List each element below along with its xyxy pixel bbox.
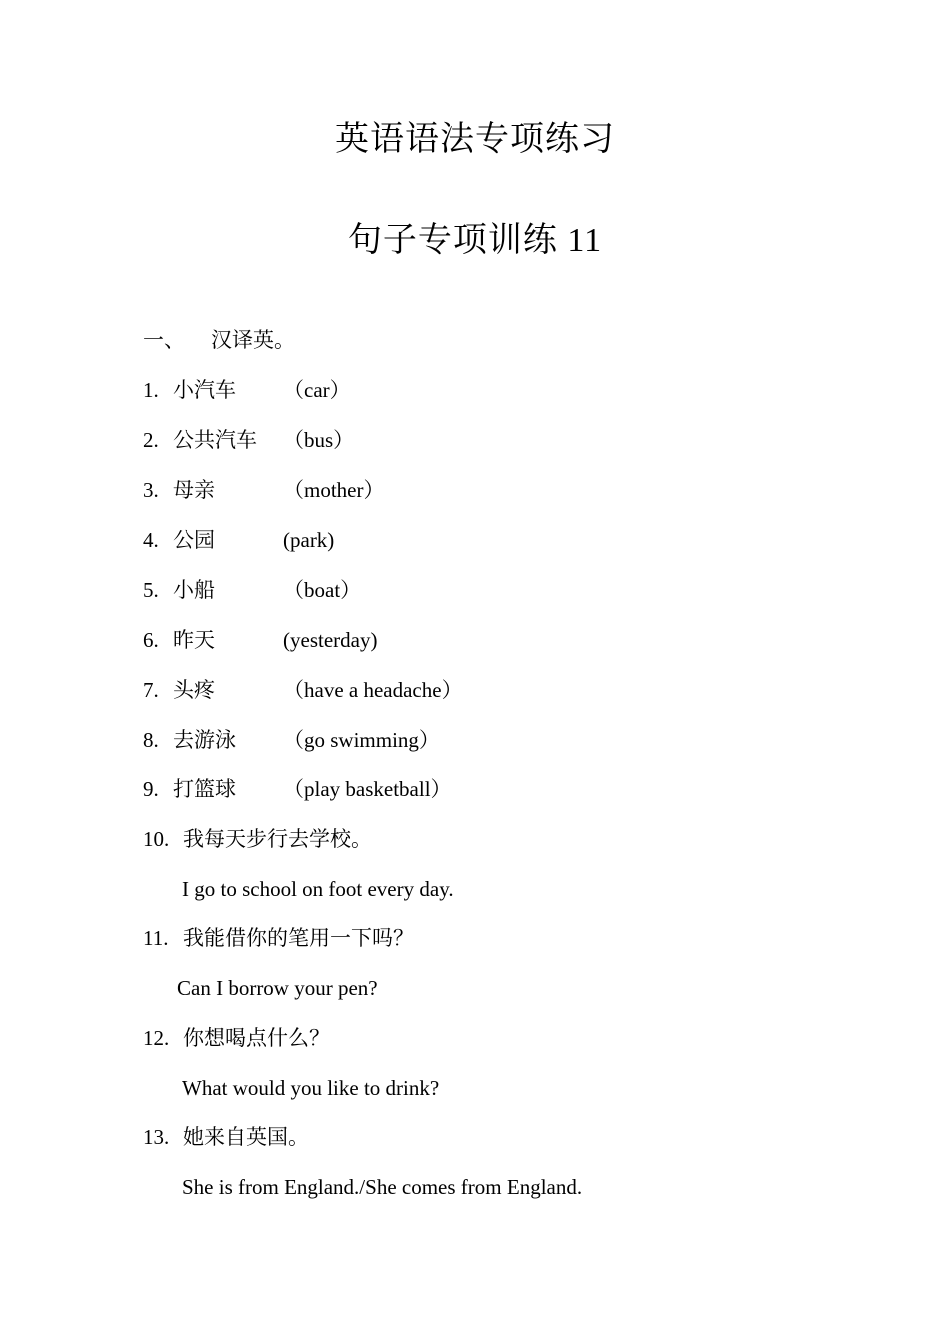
item-english: （boat） — [283, 578, 362, 602]
item-number: 11. — [143, 926, 169, 950]
vocab-item — [143, 727, 440, 753]
item-number: 5. — [143, 578, 159, 602]
item-chinese: 公园 — [173, 528, 215, 552]
item-english: (yesterday) — [283, 628, 378, 652]
sentence-item — [143, 826, 372, 852]
section-marker: 一、 — [143, 328, 185, 352]
sentence-answer: She is from England./She comes from England. — [182, 1175, 583, 1199]
item-english: （car） — [283, 378, 351, 402]
item-number: 10. — [143, 827, 170, 851]
vocab-item — [143, 477, 385, 503]
item-number: 3. — [143, 478, 159, 502]
item-english: （mother） — [283, 478, 385, 502]
vocab-item — [143, 577, 362, 603]
vocab-item — [143, 377, 351, 403]
item-english: (park) — [283, 528, 335, 552]
item-chinese: 昨天 — [173, 628, 215, 652]
page-subtitle: 句子专项训练 11 — [347, 222, 603, 259]
item-number: 6. — [143, 628, 159, 652]
item-english: （go swimming） — [283, 728, 440, 752]
sentence-item — [143, 1025, 330, 1051]
sentence-answer: What would you like to drink? — [182, 1076, 440, 1100]
item-chinese: 她来自英国。 — [183, 1125, 309, 1149]
item-number: 4. — [143, 528, 159, 552]
item-chinese: 去游泳 — [173, 728, 236, 752]
vocab-item — [143, 627, 378, 653]
item-chinese: 母亲 — [173, 478, 215, 502]
item-chinese: 打篮球 — [173, 777, 236, 801]
item-english: （have a headache） — [283, 678, 463, 702]
item-chinese: 我每天步行去学校。 — [183, 827, 372, 851]
vocab-item — [143, 427, 355, 453]
item-number: 8. — [143, 728, 159, 752]
item-chinese: 头疼 — [173, 678, 215, 702]
item-chinese: 小船 — [173, 578, 215, 602]
item-chinese: 公共汽车 — [173, 428, 257, 452]
item-english: （bus） — [283, 428, 355, 452]
item-number: 12. — [143, 1026, 170, 1050]
sentence-item — [143, 925, 414, 951]
item-number: 9. — [143, 777, 159, 801]
sentence-answer: I go to school on foot every day. — [182, 877, 454, 901]
sentence-item — [143, 1124, 309, 1150]
section-heading — [143, 327, 295, 353]
vocab-item — [143, 677, 463, 703]
item-chinese: 我能借你的笔用一下吗？ — [183, 926, 414, 950]
item-chinese: 小汽车 — [173, 378, 236, 402]
sentence-answer: Can I borrow your pen? — [177, 976, 378, 1000]
item-chinese: 你想喝点什么？ — [183, 1026, 330, 1050]
section-title: 汉译英。 — [211, 328, 295, 352]
vocab-item — [143, 527, 335, 553]
item-number: 13. — [143, 1125, 170, 1149]
item-number: 2. — [143, 428, 159, 452]
page-title: 英语语法专项练习 — [335, 121, 615, 158]
vocab-item — [143, 776, 452, 802]
item-number: 7. — [143, 678, 159, 702]
item-number: 1. — [143, 378, 159, 402]
item-english: （play basketball） — [283, 777, 452, 801]
